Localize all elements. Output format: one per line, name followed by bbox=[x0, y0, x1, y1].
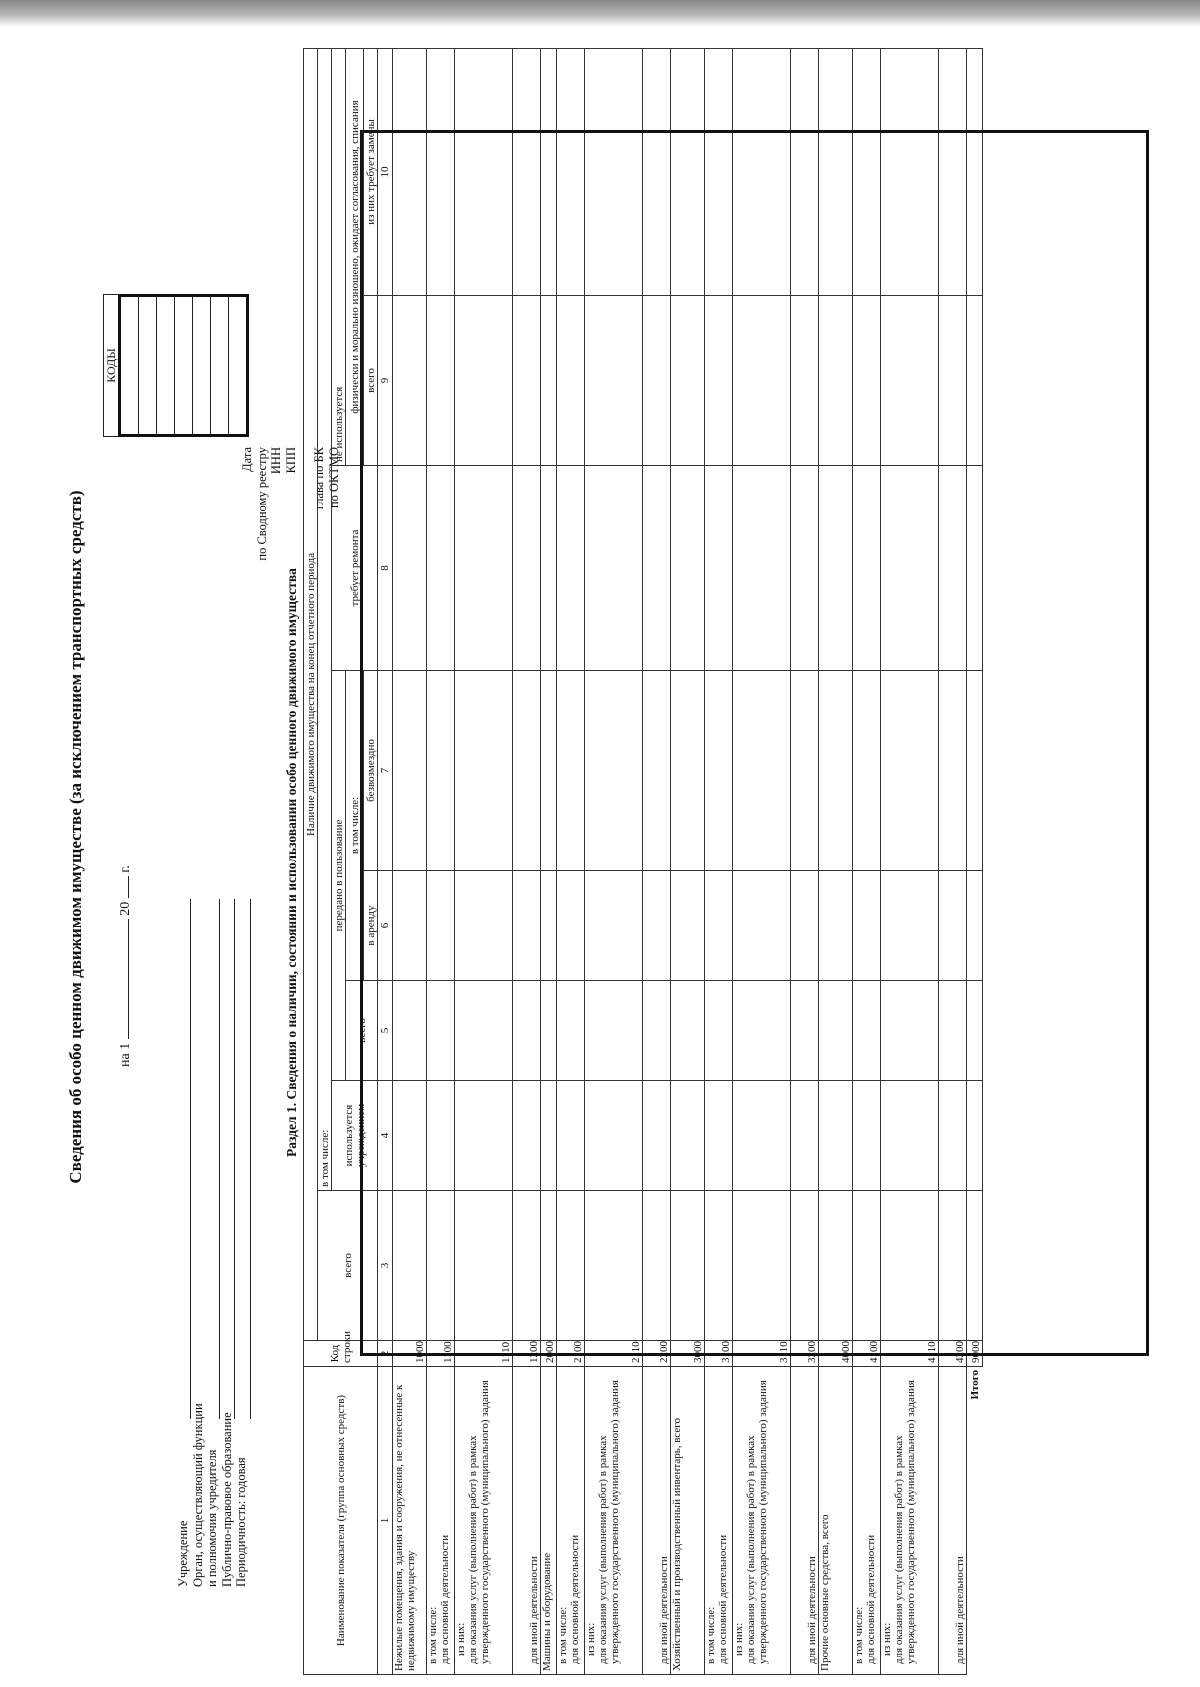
row-label-text: из них: bbox=[585, 1622, 597, 1656]
column-numbers-row bbox=[378, 48, 393, 1674]
row-label bbox=[705, 1367, 733, 1675]
value-cell[interactable] bbox=[705, 871, 733, 981]
value-cell[interactable] bbox=[585, 48, 643, 295]
value-cell[interactable] bbox=[819, 466, 853, 671]
value-cell[interactable] bbox=[733, 466, 791, 671]
row-label-text: в том числе: bbox=[705, 1606, 717, 1664]
value-cell[interactable] bbox=[791, 671, 819, 871]
value-cell[interactable] bbox=[705, 466, 733, 671]
row-label-text: для иной деятельности bbox=[954, 1556, 966, 1664]
row-code: 4100 bbox=[853, 1341, 881, 1367]
codes-cell[interactable] bbox=[193, 297, 211, 434]
table-row bbox=[557, 48, 585, 1674]
value-cell[interactable] bbox=[643, 671, 671, 871]
table-row bbox=[513, 48, 541, 1674]
row-code: 1110 bbox=[455, 1341, 513, 1367]
row-label bbox=[455, 1367, 513, 1675]
value-cell[interactable] bbox=[705, 48, 733, 295]
row-code: 2100 bbox=[557, 1341, 585, 1367]
date-day-month-blank[interactable] bbox=[116, 919, 129, 1039]
value-cell[interactable] bbox=[671, 981, 705, 1081]
row-label bbox=[939, 1367, 967, 1675]
value-cell[interactable] bbox=[939, 981, 967, 1081]
value-cell[interactable] bbox=[541, 981, 557, 1081]
row-label-subtext: для основной деятельности bbox=[865, 1534, 877, 1664]
value-cell[interactable] bbox=[967, 871, 983, 981]
worn-out-header: физически и морально изношено, ожидает согласования, списания bbox=[346, 48, 364, 465]
value-cell[interactable] bbox=[671, 1191, 705, 1341]
codes-cells bbox=[118, 294, 249, 437]
value-cell[interactable] bbox=[557, 1081, 585, 1191]
codes-oktmo-label: по ОКТМО bbox=[326, 447, 341, 509]
value-cell[interactable] bbox=[541, 466, 557, 671]
table-row bbox=[541, 48, 557, 1674]
transferred-header: передано в пользование bbox=[332, 671, 346, 1081]
value-cell[interactable] bbox=[557, 1191, 585, 1341]
row-label bbox=[791, 1367, 819, 1675]
value-cell[interactable] bbox=[671, 48, 705, 295]
codes-cell[interactable] bbox=[229, 297, 246, 434]
row-label-text: из них: bbox=[733, 1622, 745, 1656]
value-cell[interactable] bbox=[671, 1081, 705, 1191]
row-code: 3110 bbox=[733, 1341, 791, 1367]
value-cell[interactable] bbox=[455, 296, 513, 466]
col-number: 4 bbox=[378, 1081, 393, 1191]
value-cell[interactable] bbox=[671, 871, 705, 981]
value-cell[interactable] bbox=[733, 1191, 791, 1341]
value-cell[interactable] bbox=[541, 1081, 557, 1191]
value-cell[interactable] bbox=[671, 466, 705, 671]
founder-field[interactable] bbox=[219, 899, 220, 1419]
founder-label-2: и полномочия учредителя bbox=[205, 1449, 219, 1587]
value-cell[interactable] bbox=[853, 1081, 881, 1191]
value-cell[interactable] bbox=[541, 871, 557, 981]
value-cell[interactable] bbox=[643, 1191, 671, 1341]
row-label-text: Прочие основные средства, всего bbox=[819, 1514, 831, 1671]
row-label bbox=[393, 1367, 427, 1675]
row-label-subtext: для основной деятельности bbox=[717, 1534, 729, 1664]
table-row bbox=[705, 48, 733, 1674]
codes-cell[interactable] bbox=[211, 297, 229, 434]
value-cell[interactable] bbox=[393, 1191, 427, 1341]
row-label bbox=[733, 1367, 791, 1675]
indicator-header: Наименование показателя (группа основных средств) bbox=[304, 1367, 378, 1675]
value-cell[interactable] bbox=[427, 1081, 455, 1191]
table-row bbox=[733, 48, 791, 1674]
value-cell[interactable] bbox=[455, 1081, 513, 1191]
value-cell[interactable] bbox=[791, 296, 819, 466]
value-cell[interactable] bbox=[541, 671, 557, 871]
value-cell[interactable] bbox=[853, 981, 881, 1081]
value-cell[interactable] bbox=[967, 48, 983, 295]
table-row bbox=[853, 48, 881, 1674]
used-header: используется учреждением bbox=[332, 1081, 378, 1191]
row-label bbox=[557, 1367, 585, 1675]
value-cell[interactable] bbox=[967, 1081, 983, 1191]
value-cell[interactable] bbox=[733, 48, 791, 295]
value-cell[interactable] bbox=[939, 1191, 967, 1341]
value-cell[interactable] bbox=[393, 981, 427, 1081]
value-cell[interactable] bbox=[513, 671, 541, 871]
row-label-subtext: для оказания услуг (выполнения работ) в рамках утвержденного государственного (муниципального) задания bbox=[597, 1380, 621, 1664]
value-cell[interactable] bbox=[585, 671, 643, 871]
value-cell[interactable] bbox=[557, 296, 585, 466]
transferred-total-header: всего bbox=[346, 981, 378, 1081]
value-cell[interactable] bbox=[393, 48, 427, 295]
value-cell[interactable] bbox=[585, 466, 643, 671]
value-cell[interactable] bbox=[541, 48, 557, 295]
section-title: Раздел 1. Сведения о наличии, состоянии и использовании особо ценного движимого имущества bbox=[284, 568, 299, 1157]
value-cell[interactable] bbox=[791, 466, 819, 671]
codes-kpp-label: КПП bbox=[283, 447, 298, 474]
row-label-subtext: для оказания услуг (выполнения работ) в рамках утвержденного государственного (муниципального) задания bbox=[893, 1380, 917, 1664]
value-cell[interactable] bbox=[733, 671, 791, 871]
value-cell[interactable] bbox=[819, 1191, 853, 1341]
org-fields bbox=[176, 1157, 249, 1587]
value-cell[interactable] bbox=[791, 1081, 819, 1191]
value-cell[interactable] bbox=[733, 296, 791, 466]
row-code: 3000 bbox=[671, 1341, 705, 1367]
value-cell[interactable] bbox=[643, 871, 671, 981]
date-prefix: на 1 bbox=[118, 1042, 133, 1067]
col-number: 9 bbox=[378, 296, 393, 466]
value-cell[interactable] bbox=[585, 1191, 643, 1341]
not-used-header: не используется bbox=[332, 48, 346, 465]
value-cell[interactable] bbox=[585, 871, 643, 981]
value-cell[interactable] bbox=[643, 48, 671, 295]
value-cell[interactable] bbox=[939, 296, 967, 466]
row-code: 4200 bbox=[939, 1341, 967, 1367]
total-label: Итого bbox=[967, 1367, 983, 1675]
value-cell[interactable] bbox=[881, 671, 939, 871]
lease-header: в аренду bbox=[364, 871, 378, 981]
scan-edge bbox=[0, 0, 1200, 27]
value-cell[interactable] bbox=[853, 48, 881, 295]
value-cell[interactable] bbox=[967, 466, 983, 671]
value-cell[interactable] bbox=[881, 1081, 939, 1191]
form-title: Сведения об особо ценном движимом имуществе (за исключением транспортных средств) bbox=[66, 490, 85, 1184]
table-body bbox=[393, 48, 967, 1674]
worn-total-header: всего bbox=[364, 296, 378, 466]
row-label-text: в том числе: bbox=[853, 1606, 865, 1664]
row-label bbox=[881, 1367, 939, 1675]
periodicity-field[interactable] bbox=[250, 899, 251, 1419]
date-suffix: г. bbox=[118, 865, 133, 873]
row-label bbox=[671, 1367, 705, 1675]
value-cell[interactable] bbox=[967, 981, 983, 1081]
row-code: 1000 bbox=[393, 1341, 427, 1367]
value-cell[interactable] bbox=[643, 466, 671, 671]
col-number: 8 bbox=[378, 466, 393, 671]
table-row bbox=[939, 48, 967, 1674]
value-cell[interactable] bbox=[791, 1191, 819, 1341]
value-cell[interactable] bbox=[881, 466, 939, 671]
value-cell[interactable] bbox=[939, 1081, 967, 1191]
date-year-prefix: 20 bbox=[118, 901, 133, 916]
value-cell[interactable] bbox=[455, 981, 513, 1081]
col-number: 10 bbox=[378, 48, 393, 295]
table-row bbox=[791, 48, 819, 1674]
value-cell[interactable] bbox=[557, 871, 585, 981]
value-cell[interactable] bbox=[393, 466, 427, 671]
value-cell[interactable] bbox=[455, 671, 513, 871]
value-cell[interactable] bbox=[733, 981, 791, 1081]
value-cell[interactable] bbox=[393, 296, 427, 466]
value-cell[interactable] bbox=[939, 466, 967, 671]
row-code-header: Код строки bbox=[304, 1341, 378, 1367]
value-cell[interactable] bbox=[557, 48, 585, 295]
value-cell[interactable] bbox=[705, 1081, 733, 1191]
value-cell[interactable] bbox=[733, 1081, 791, 1191]
value-cell[interactable] bbox=[455, 466, 513, 671]
row-code: 1100 bbox=[427, 1341, 455, 1367]
value-cell[interactable] bbox=[557, 466, 585, 671]
value-cell[interactable] bbox=[427, 48, 455, 295]
codes-date-label: Дата bbox=[240, 447, 254, 472]
codes-inn-label: ИНН bbox=[269, 447, 283, 475]
codes-cell[interactable] bbox=[175, 297, 193, 434]
date-year-blank[interactable] bbox=[116, 876, 129, 898]
value-cell[interactable] bbox=[513, 1081, 541, 1191]
row-label-text: Нежилые помещения, здания и сооружения, не отнесенные к недвижимому имуществу bbox=[393, 1384, 417, 1671]
value-cell[interactable] bbox=[427, 871, 455, 981]
row-label bbox=[541, 1367, 557, 1675]
value-cell[interactable] bbox=[705, 981, 733, 1081]
row-label-text: из них: bbox=[881, 1622, 893, 1656]
value-cell[interactable] bbox=[881, 981, 939, 1081]
value-cell[interactable] bbox=[427, 671, 455, 871]
replacement-header: из них требует замены bbox=[364, 48, 378, 295]
value-cell[interactable] bbox=[791, 871, 819, 981]
value-cell[interactable] bbox=[853, 871, 881, 981]
row-label bbox=[853, 1367, 881, 1675]
value-cell[interactable] bbox=[881, 871, 939, 981]
municipality-label: Публично-правовое образование bbox=[219, 1412, 234, 1587]
table-row bbox=[427, 48, 455, 1674]
repair-header: требует ремонта bbox=[332, 466, 378, 671]
row-label bbox=[585, 1367, 643, 1675]
value-cell[interactable] bbox=[513, 48, 541, 295]
col-number: 6 bbox=[378, 871, 393, 981]
value-cell[interactable] bbox=[853, 671, 881, 871]
row-label-text: в том числе: bbox=[427, 1606, 439, 1664]
value-cell[interactable] bbox=[881, 1191, 939, 1341]
codes-bk-label: глава по БК bbox=[312, 447, 326, 510]
periodicity-label: Периодичность: годовая bbox=[234, 1457, 248, 1587]
value-cell[interactable] bbox=[967, 1191, 983, 1341]
value-cell[interactable] bbox=[819, 981, 853, 1081]
value-cell[interactable] bbox=[513, 296, 541, 466]
row-label-subtext: для оказания услуг (выполнения работ) в рамках утвержденного государственного (муниципального) задания bbox=[467, 1380, 491, 1664]
value-cell[interactable] bbox=[819, 871, 853, 981]
codes-cell[interactable] bbox=[121, 297, 139, 434]
col-number: 3 bbox=[378, 1191, 393, 1341]
table-row bbox=[643, 48, 671, 1674]
value-cell[interactable] bbox=[853, 466, 881, 671]
value-cell[interactable] bbox=[819, 1081, 853, 1191]
value-cell[interactable] bbox=[643, 981, 671, 1081]
row-label bbox=[427, 1367, 455, 1675]
total-row bbox=[967, 48, 983, 1674]
value-cell[interactable] bbox=[967, 296, 983, 466]
in-that-number-header: в том числе: bbox=[318, 48, 332, 1190]
value-cell[interactable] bbox=[791, 48, 819, 295]
table-row bbox=[455, 48, 513, 1674]
value-cell[interactable] bbox=[557, 981, 585, 1081]
row-label-text: Машины и оборудование bbox=[541, 1552, 553, 1671]
value-cell[interactable] bbox=[427, 981, 455, 1081]
row-label-text: из них: bbox=[455, 1622, 467, 1656]
col-number: 5 bbox=[378, 981, 393, 1081]
value-cell[interactable] bbox=[671, 671, 705, 871]
row-code: 2000 bbox=[541, 1341, 557, 1367]
table-row bbox=[881, 48, 939, 1674]
value-cell[interactable] bbox=[853, 1191, 881, 1341]
row-label-text: Хозяйственный и производственный инвентарь, всего bbox=[671, 1418, 683, 1671]
value-cell[interactable] bbox=[541, 1191, 557, 1341]
institution-field[interactable] bbox=[190, 899, 191, 1419]
row-label bbox=[513, 1367, 541, 1675]
value-cell[interactable] bbox=[819, 48, 853, 295]
municipality-field[interactable] bbox=[234, 899, 235, 1419]
value-cell[interactable] bbox=[557, 671, 585, 871]
value-cell[interactable] bbox=[455, 48, 513, 295]
value-cell[interactable] bbox=[939, 671, 967, 871]
value-cell[interactable] bbox=[939, 48, 967, 295]
codes-cell[interactable] bbox=[139, 297, 157, 434]
codes-box bbox=[103, 294, 253, 437]
value-cell[interactable] bbox=[455, 871, 513, 981]
value-cell[interactable] bbox=[671, 296, 705, 466]
row-code: 1200 bbox=[513, 1341, 541, 1367]
value-cell[interactable] bbox=[393, 671, 427, 871]
row-code: 4110 bbox=[881, 1341, 939, 1367]
value-cell[interactable] bbox=[455, 1191, 513, 1341]
value-cell[interactable] bbox=[643, 296, 671, 466]
value-cell[interactable] bbox=[967, 671, 983, 871]
value-cell[interactable] bbox=[881, 296, 939, 466]
codes-registry-label: по Сводному реестру bbox=[254, 447, 269, 561]
value-cell[interactable] bbox=[427, 466, 455, 671]
row-code: 4000 bbox=[819, 1341, 853, 1367]
codes-header: КОДЫ bbox=[103, 294, 118, 437]
row-label-subtext: для оказания услуг (выполнения работ) в рамках утвержденного государственного (муниципального) задания bbox=[745, 1380, 769, 1664]
value-cell[interactable] bbox=[819, 296, 853, 466]
value-cell[interactable] bbox=[939, 871, 967, 981]
row-label-subtext: для основной деятельности bbox=[439, 1534, 451, 1664]
row-code: 3200 bbox=[791, 1341, 819, 1367]
value-cell[interactable] bbox=[513, 1191, 541, 1341]
row-label bbox=[819, 1367, 853, 1675]
table-row bbox=[819, 48, 853, 1674]
total-header: всего bbox=[318, 1191, 378, 1341]
value-cell[interactable] bbox=[791, 981, 819, 1081]
report-date-line bbox=[116, 865, 134, 1067]
value-cell[interactable] bbox=[585, 1081, 643, 1191]
value-cell[interactable] bbox=[819, 671, 853, 871]
value-cell[interactable] bbox=[513, 981, 541, 1081]
row-code: 2200 bbox=[643, 1341, 671, 1367]
row-code: 3100 bbox=[705, 1341, 733, 1367]
value-cell[interactable] bbox=[705, 1191, 733, 1341]
value-cell[interactable] bbox=[513, 466, 541, 671]
value-cell[interactable] bbox=[733, 871, 791, 981]
col-number: 7 bbox=[378, 671, 393, 871]
value-cell[interactable] bbox=[853, 296, 881, 466]
value-cell[interactable] bbox=[705, 671, 733, 871]
col-number: 1 bbox=[378, 1367, 393, 1675]
property-table bbox=[303, 48, 983, 1675]
value-cell[interactable] bbox=[427, 296, 455, 466]
value-cell[interactable] bbox=[643, 1081, 671, 1191]
free-use-header: безвозмездно bbox=[364, 671, 378, 871]
value-cell[interactable] bbox=[393, 871, 427, 981]
transferred-in-that-header: в том числе: bbox=[346, 671, 364, 981]
presence-header: Наличие движимого имущества на конец отчетного периода bbox=[304, 48, 318, 1340]
founder-label-1: Орган, осуществляющий функции bbox=[190, 1403, 205, 1587]
institution-label: Учреждение bbox=[176, 1520, 190, 1587]
table-row bbox=[585, 48, 643, 1674]
value-cell[interactable] bbox=[585, 981, 643, 1081]
row-label-subtext: для основной деятельности bbox=[569, 1534, 581, 1664]
col-number: 2 bbox=[378, 1341, 393, 1367]
value-cell[interactable] bbox=[393, 1081, 427, 1191]
total-code: 9000 bbox=[967, 1341, 983, 1367]
row-label bbox=[643, 1367, 671, 1675]
value-cell[interactable] bbox=[513, 871, 541, 981]
row-label-text: в том числе: bbox=[557, 1606, 569, 1664]
table-row bbox=[393, 48, 427, 1674]
value-cell[interactable] bbox=[705, 296, 733, 466]
row-label-text: для иной деятельности bbox=[528, 1556, 540, 1664]
row-code: 2110 bbox=[585, 1341, 643, 1367]
value-cell[interactable] bbox=[585, 296, 643, 466]
value-cell[interactable] bbox=[541, 296, 557, 466]
row-label-text: для иной деятельности bbox=[806, 1556, 818, 1664]
row-label-text: для иной деятельности bbox=[658, 1556, 670, 1664]
value-cell[interactable] bbox=[881, 48, 939, 295]
table-row bbox=[671, 48, 705, 1674]
codes-cell[interactable] bbox=[157, 297, 175, 434]
value-cell[interactable] bbox=[427, 1191, 455, 1341]
